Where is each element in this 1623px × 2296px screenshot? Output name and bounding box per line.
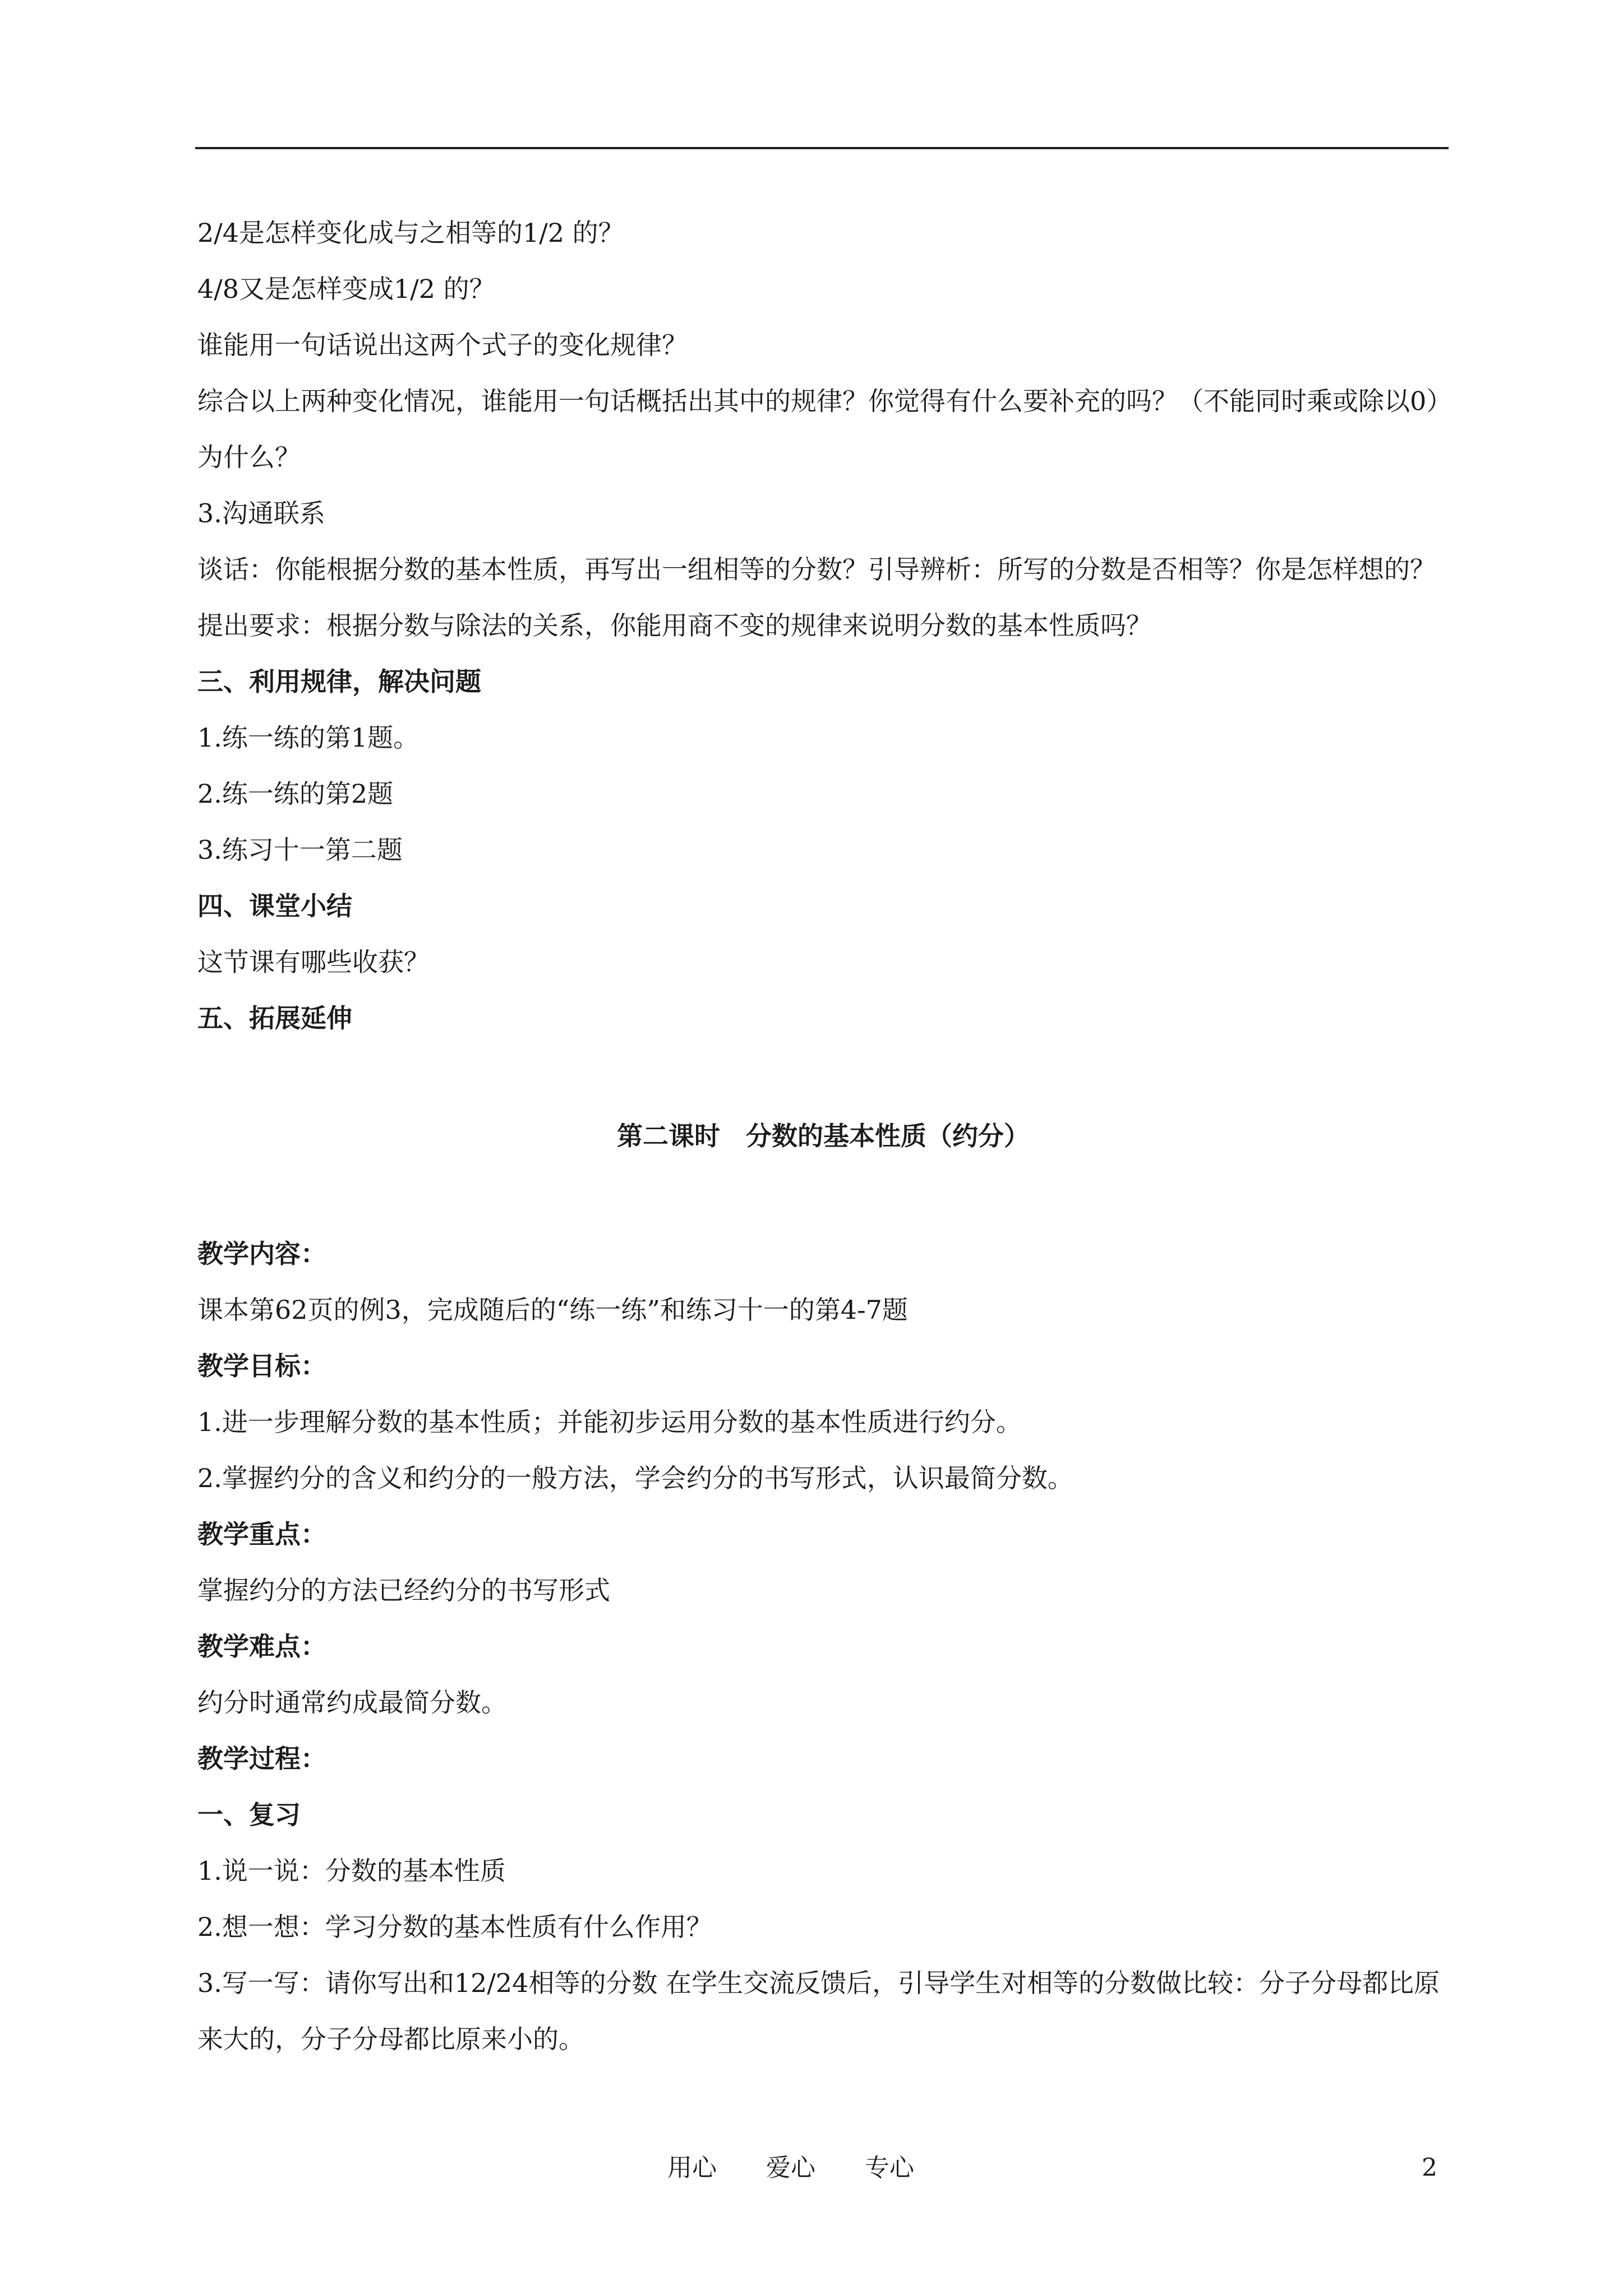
section-heading: 三、利用规律，解决问题	[197, 666, 481, 697]
paragraph: 约分时通常约成最简分数。	[197, 1687, 507, 1718]
document-body	[197, 205, 1449, 2067]
paragraph: 课本第62页的例3，完成随后的“练一练”和练习十一的第4-7题	[197, 1295, 908, 1325]
paragraph: 谁能用一句话说出这两个式子的变化规律？	[197, 330, 688, 360]
paragraph: 谈话：你能根据分数的基本性质，再写出一组相等的分数？引导辨析：所写的分数是否相等？你是怎样想的？	[197, 554, 1436, 585]
section-heading: 四、课堂小结	[197, 891, 352, 921]
section-heading: 教学重点：	[197, 1519, 326, 1549]
paragraph: 1.进一步理解分数的基本性质；并能初步运用分数的基本性质进行约分。	[197, 1407, 1022, 1437]
paragraph: 3.沟通联系	[197, 498, 325, 528]
paragraph: 2.掌握约分的含义和约分的一般方法，学会约分的书写形式，认识最简分数。	[197, 1463, 1073, 1493]
section-heading: 五、拓展延伸	[197, 1003, 352, 1033]
section-heading: 教学目标：	[197, 1351, 326, 1381]
page-number: 2	[1422, 2154, 1437, 2182]
paragraph: 掌握约分的方法已经约分的书写形式	[197, 1575, 610, 1605]
paragraph: 综合以上两种变化情况，谁能用一句话概括出其中的规律？你觉得有什么要补充的吗？（不能同时乘或除以0）为什么？	[197, 386, 1440, 472]
section-heading: 教学难点：	[197, 1631, 326, 1662]
section-title: 第二课时 分数的基本性质（约分）	[617, 1121, 1030, 1151]
paragraph: 1.练一练的第1题。	[197, 723, 419, 753]
paragraph: 2.练一练的第2题	[197, 779, 394, 809]
section-heading: 一、复习	[197, 1800, 301, 1830]
paragraph: 3.练习十一第二题	[197, 835, 403, 865]
footer-motto: 用心 爱心 专心	[667, 2154, 914, 2182]
section-heading: 教学内容：	[197, 1239, 326, 1269]
paragraph: 这节课有哪些收获？	[197, 947, 430, 977]
section-heading: 教学过程：	[197, 1743, 326, 1774]
paragraph: 4/8又是怎样变成1/2 的？	[197, 274, 495, 304]
paragraph: 提出要求：根据分数与除法的关系，你能用商不变的规律来说明分数的基本性质吗？	[197, 610, 1152, 641]
header-rule	[195, 147, 1449, 149]
paragraph: 2.想一想：学习分数的基本性质有什么作用？	[197, 1912, 712, 1942]
paragraph: 2/4是怎样变化成与之相等的1/2 的？	[197, 218, 624, 248]
paragraph: 3.写一写：请你写出和12/24相等的分数 在学生交流反馈后，引导学生对相等的分数做比较：分子分母都比原来大的，分子分母都比原来小的。	[197, 1968, 1440, 2054]
paragraph: 1.说一说：分数的基本性质	[197, 1856, 506, 1886]
